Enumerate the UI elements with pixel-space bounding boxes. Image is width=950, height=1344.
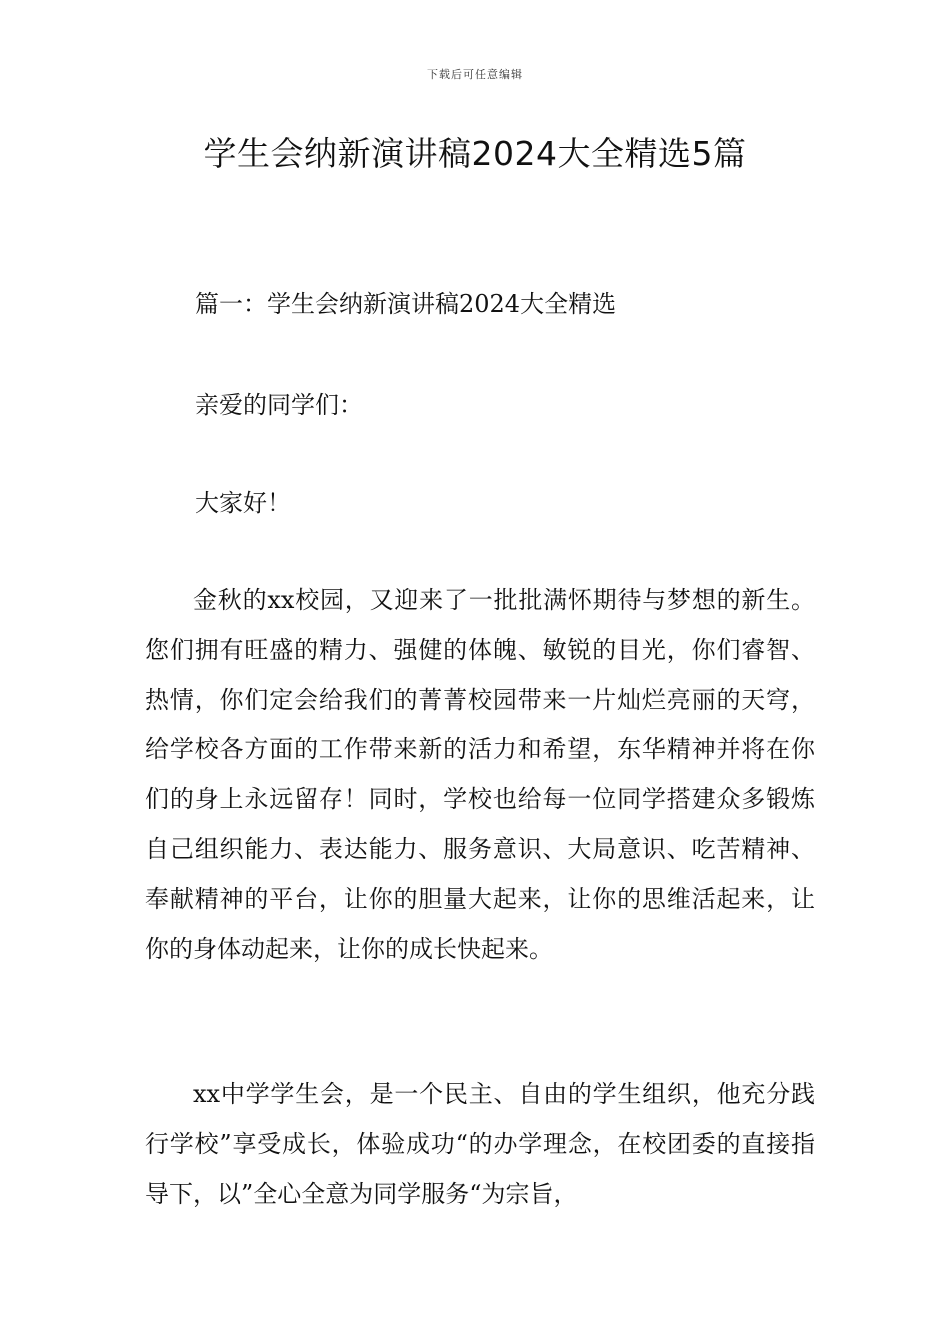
section-heading: 篇一：学生会纳新演讲稿2024大全精选: [195, 290, 617, 318]
greeting: 大家好！: [195, 489, 291, 517]
body-paragraph: 金秋的xx校园，又迎来了一批批满怀期待与梦想的新生。您们拥有旺盛的精力、强健的体魄、敏锐的目光，你们睿智、热情，你们定会给我们的菁菁校园带来一片灿烂亮丽的天穹，给学校各方面的工作带来新的活力和希望，东华精神并将在你们的身上永远留存！同时，学校也给每一位同学搭建众多锻炼自己组织能力、表达能力、服务意识、大局意识、吃苦精神、奉献精神的平台，让你的胆量大起来，让你的思维活起来，让你的身体动起来，让你的成长快起来。: [145, 586, 815, 963]
document-title: 学生会纳新演讲稿2024大全精选5篇: [203, 134, 747, 173]
salutation: 亲爱的同学们：: [195, 391, 363, 419]
header-note: 下载后可任意编辑: [427, 68, 523, 81]
body-paragraph: xx中学学生会，是一个民主、自由的学生组织，他充分践行学校”享受成长，体验成功“的办学理念，在校团委的直接指导下，以”全心全意为同学服务“为宗旨，: [145, 1080, 815, 1208]
